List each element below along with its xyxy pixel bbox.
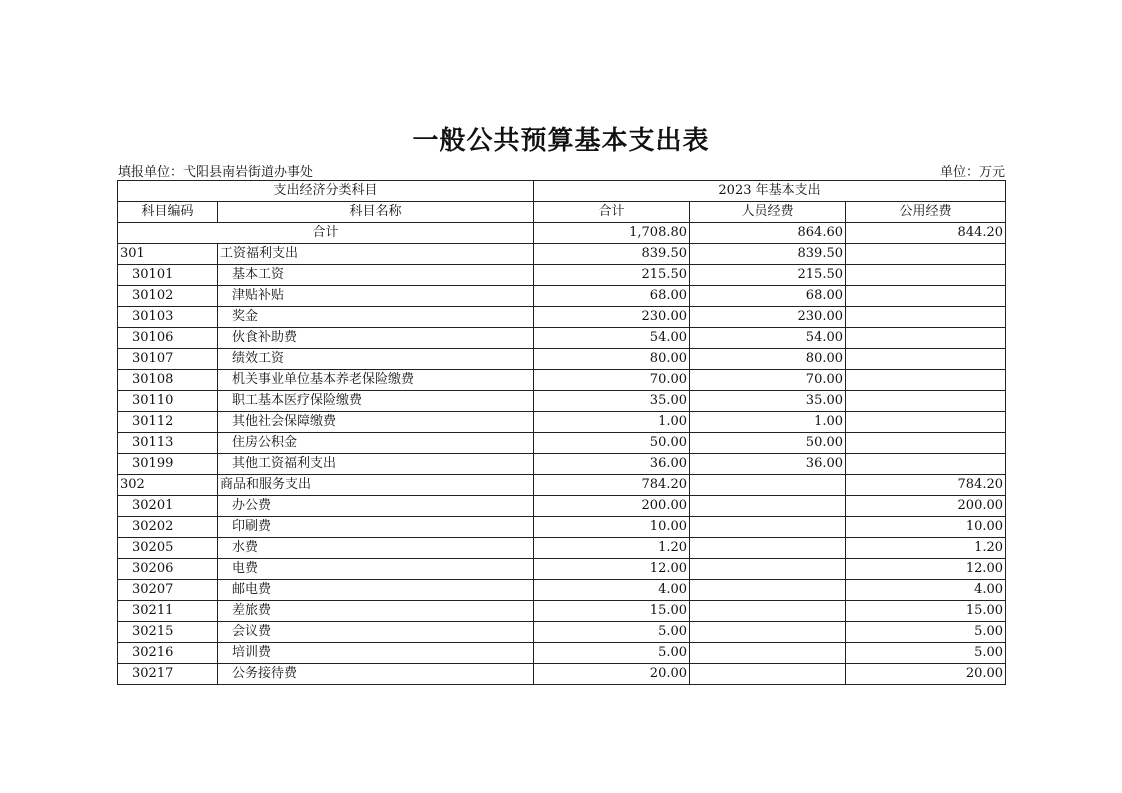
personnel-cell: 80.00: [690, 349, 846, 370]
table-row: [118, 349, 1006, 370]
code-cell: 30202: [118, 517, 218, 538]
table-row: [118, 286, 1006, 307]
public-cell: [846, 244, 1006, 265]
table-row: [118, 538, 1006, 559]
personnel-cell: 50.00: [690, 433, 846, 454]
name-cell: 伙食补助费: [218, 328, 534, 349]
table-row: [118, 643, 1006, 664]
header-column-row: [118, 202, 1006, 223]
personnel-cell: 215.50: [690, 265, 846, 286]
total-cell: 10.00: [534, 517, 690, 538]
name-cell: 水费: [218, 538, 534, 559]
total-row: [118, 223, 1006, 244]
code-cell: 30211: [118, 601, 218, 622]
code-cell: 30207: [118, 580, 218, 601]
table-row: [118, 328, 1006, 349]
total-label: 合计: [118, 223, 534, 244]
table-row: [118, 496, 1006, 517]
unit-info-row: [118, 161, 1005, 179]
table-row: [118, 307, 1006, 328]
code-cell: 30107: [118, 349, 218, 370]
total-cell: 20.00: [534, 664, 690, 685]
total-cell: 1.20: [534, 538, 690, 559]
name-cell: 其他社会保障缴费: [218, 412, 534, 433]
public-cell: [846, 433, 1006, 454]
total-cell: 54.00: [534, 328, 690, 349]
personnel-cell: 1.00: [690, 412, 846, 433]
total-cell: 784.20: [534, 475, 690, 496]
public-cell: 784.20: [846, 475, 1006, 496]
code-cell: 30201: [118, 496, 218, 517]
name-cell: 公务接待费: [218, 664, 534, 685]
code-cell: 30102: [118, 286, 218, 307]
personnel-cell: [690, 517, 846, 538]
code-cell: 30217: [118, 664, 218, 685]
table-row: [118, 517, 1006, 538]
page-title: 一般公共预算基本支出表: [412, 126, 710, 156]
code-cell: 30103: [118, 307, 218, 328]
total-cell: 215.50: [534, 265, 690, 286]
name-cell: 绩效工资: [218, 349, 534, 370]
name-cell: 津贴补贴: [218, 286, 534, 307]
personnel-cell: [690, 664, 846, 685]
personnel-cell: 54.00: [690, 328, 846, 349]
personnel-cell: [690, 475, 846, 496]
public-cell: 20.00: [846, 664, 1006, 685]
total-cell: 4.00: [534, 580, 690, 601]
total-cell: 70.00: [534, 370, 690, 391]
name-cell: 培训费: [218, 643, 534, 664]
name-cell: 差旅费: [218, 601, 534, 622]
personnel-cell: 68.00: [690, 286, 846, 307]
total-cell: 1.00: [534, 412, 690, 433]
header-basic-expenditure-year: 2023 年基本支出: [534, 181, 1006, 202]
personnel-cell: [690, 622, 846, 643]
public-cell: 5.00: [846, 622, 1006, 643]
name-cell: 职工基本医疗保险缴费: [218, 391, 534, 412]
public-cell: 15.00: [846, 601, 1006, 622]
public-cell: 1.20: [846, 538, 1006, 559]
personnel-cell: 230.00: [690, 307, 846, 328]
code-cell: 30113: [118, 433, 218, 454]
total-cell: 80.00: [534, 349, 690, 370]
public-cell: 10.00: [846, 517, 1006, 538]
public-cell: [846, 328, 1006, 349]
currency-unit-label: 单位：万元: [939, 165, 1005, 180]
personnel-cell: [690, 559, 846, 580]
header-code: 科目编码: [118, 202, 218, 223]
name-cell: 邮电费: [218, 580, 534, 601]
total-amount: 1,708.80: [534, 223, 690, 244]
name-cell: 印刷费: [218, 517, 534, 538]
personnel-cell: [690, 643, 846, 664]
public-cell: [846, 391, 1006, 412]
table-row: [118, 601, 1006, 622]
code-cell: 301: [118, 244, 218, 265]
code-cell: 302: [118, 475, 218, 496]
name-cell: 工资福利支出: [218, 244, 534, 265]
name-cell: 电费: [218, 559, 534, 580]
name-cell: 奖金: [218, 307, 534, 328]
name-cell: 办公费: [218, 496, 534, 517]
total-cell: 35.00: [534, 391, 690, 412]
name-cell: 商品和服务支出: [218, 475, 534, 496]
table-row: [118, 454, 1006, 475]
fill-unit-label: 填报单位：弋阳县南岩街道办事处: [118, 165, 314, 180]
header-name: 科目名称: [218, 202, 534, 223]
code-cell: 30112: [118, 412, 218, 433]
table-row: [118, 391, 1006, 412]
code-cell: 30216: [118, 643, 218, 664]
personnel-cell: [690, 580, 846, 601]
table-row: [118, 370, 1006, 391]
personnel-cell: [690, 538, 846, 559]
header-economic-category: 支出经济分类科目: [118, 181, 534, 202]
header-public: 公用经费: [846, 202, 1006, 223]
table-row: [118, 412, 1006, 433]
code-cell: 30108: [118, 370, 218, 391]
total-cell: 5.00: [534, 643, 690, 664]
table-row: [118, 265, 1006, 286]
table-row: [118, 244, 1006, 265]
budget-table: [117, 180, 1006, 685]
table-row: [118, 475, 1006, 496]
table-row: [118, 433, 1006, 454]
table-row: [118, 580, 1006, 601]
public-cell: [846, 370, 1006, 391]
personnel-cell: 35.00: [690, 391, 846, 412]
code-cell: 30206: [118, 559, 218, 580]
code-cell: 30205: [118, 538, 218, 559]
name-cell: 基本工资: [218, 265, 534, 286]
name-cell: 其他工资福利支出: [218, 454, 534, 475]
total-cell: 230.00: [534, 307, 690, 328]
total-public: 844.20: [846, 223, 1006, 244]
public-cell: 5.00: [846, 643, 1006, 664]
public-cell: 12.00: [846, 559, 1006, 580]
total-cell: 68.00: [534, 286, 690, 307]
total-cell: 12.00: [534, 559, 690, 580]
personnel-cell: [690, 601, 846, 622]
name-cell: 机关事业单位基本养老保险缴费: [218, 370, 534, 391]
total-cell: 15.00: [534, 601, 690, 622]
table-row: [118, 622, 1006, 643]
public-cell: [846, 454, 1006, 475]
code-cell: 30215: [118, 622, 218, 643]
public-cell: 4.00: [846, 580, 1006, 601]
total-cell: 200.00: [534, 496, 690, 517]
table-row: [118, 664, 1006, 685]
code-cell: 30199: [118, 454, 218, 475]
header-personnel: 人员经费: [690, 202, 846, 223]
public-cell: [846, 349, 1006, 370]
total-cell: 36.00: [534, 454, 690, 475]
public-cell: 200.00: [846, 496, 1006, 517]
personnel-cell: 70.00: [690, 370, 846, 391]
personnel-cell: 839.50: [690, 244, 846, 265]
total-cell: 5.00: [534, 622, 690, 643]
public-cell: [846, 265, 1006, 286]
header-total: 合计: [534, 202, 690, 223]
code-cell: 30106: [118, 328, 218, 349]
public-cell: [846, 286, 1006, 307]
total-cell: 50.00: [534, 433, 690, 454]
header-group-row: [118, 181, 1006, 202]
total-personnel: 864.60: [690, 223, 846, 244]
total-cell: 839.50: [534, 244, 690, 265]
name-cell: 住房公积金: [218, 433, 534, 454]
personnel-cell: 36.00: [690, 454, 846, 475]
code-cell: 30101: [118, 265, 218, 286]
name-cell: 会议费: [218, 622, 534, 643]
personnel-cell: [690, 496, 846, 517]
table-row: [118, 559, 1006, 580]
public-cell: [846, 307, 1006, 328]
public-cell: [846, 412, 1006, 433]
code-cell: 30110: [118, 391, 218, 412]
